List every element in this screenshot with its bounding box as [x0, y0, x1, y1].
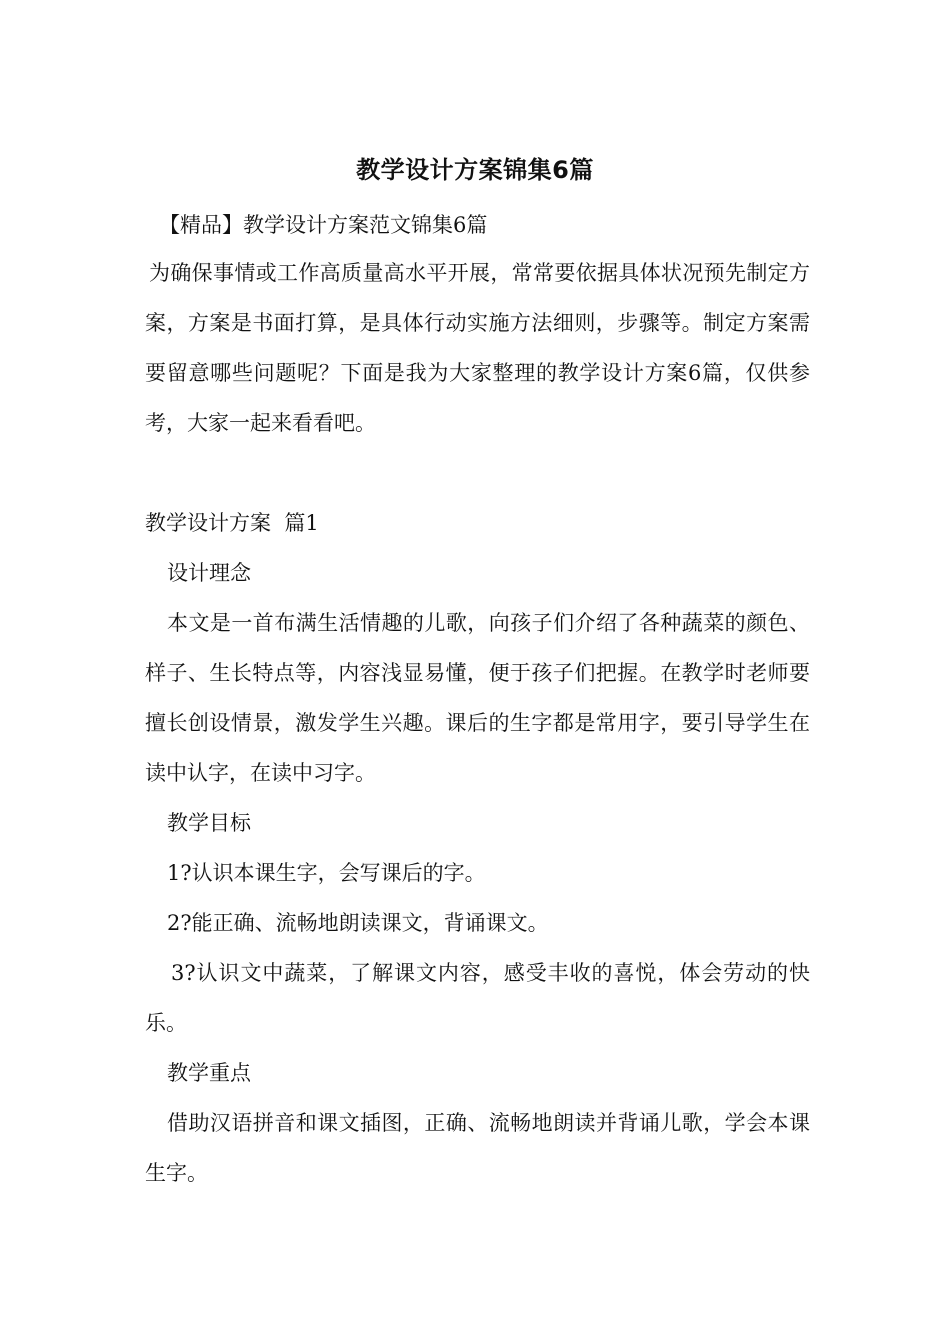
- document-subtitle: 【精品】教学设计方案范文锦集6篇: [159, 213, 488, 237]
- teaching-goal-item: 2?能正确、流畅地朗读课文，背诵课文。: [167, 911, 549, 935]
- design-concept-heading: 设计理念: [167, 561, 251, 585]
- design-concept-paragraph: 本文是一首布满生活情趣的儿歌，向孩子们介绍了各种蔬菜的颜色、样子、生长特点等，内容浅显易懂，便于孩子们把握。在教学时老师要擅长创设情景，激发学生兴趣。课后的生字都是常用字，要引导学生在读中认字，在读中习字。: [145, 611, 810, 785]
- document-title: 教学设计方案锦集6篇: [356, 156, 594, 184]
- teaching-goals-heading: 教学目标: [167, 811, 251, 835]
- teaching-focus-heading: 教学重点: [167, 1061, 251, 1085]
- teaching-goal-item: 1?认识本课生字，会写课后的字。: [167, 861, 486, 885]
- teaching-focus-paragraph: 借助汉语拼音和课文插图，正确、流畅地朗读并背诵儿歌，学会本课生字。: [145, 1111, 810, 1185]
- section-heading: 教学设计方案 篇1: [145, 511, 319, 535]
- teaching-goal-item: 3?认识文中蔬菜，了解课文内容，感受丰收的喜悦，体会劳动的快乐。: [145, 961, 810, 1035]
- intro-paragraph: 为确保事情或工作高质量高水平开展，常常要依据具体状况预先制定方案，方案是书面打算，是具体行动实施方法细则，步骤等。制定方案需要留意哪些问题呢？下面是我为大家整理的教学设计方案6篇，仅供参考，大家一起来看看吧。: [145, 261, 810, 435]
